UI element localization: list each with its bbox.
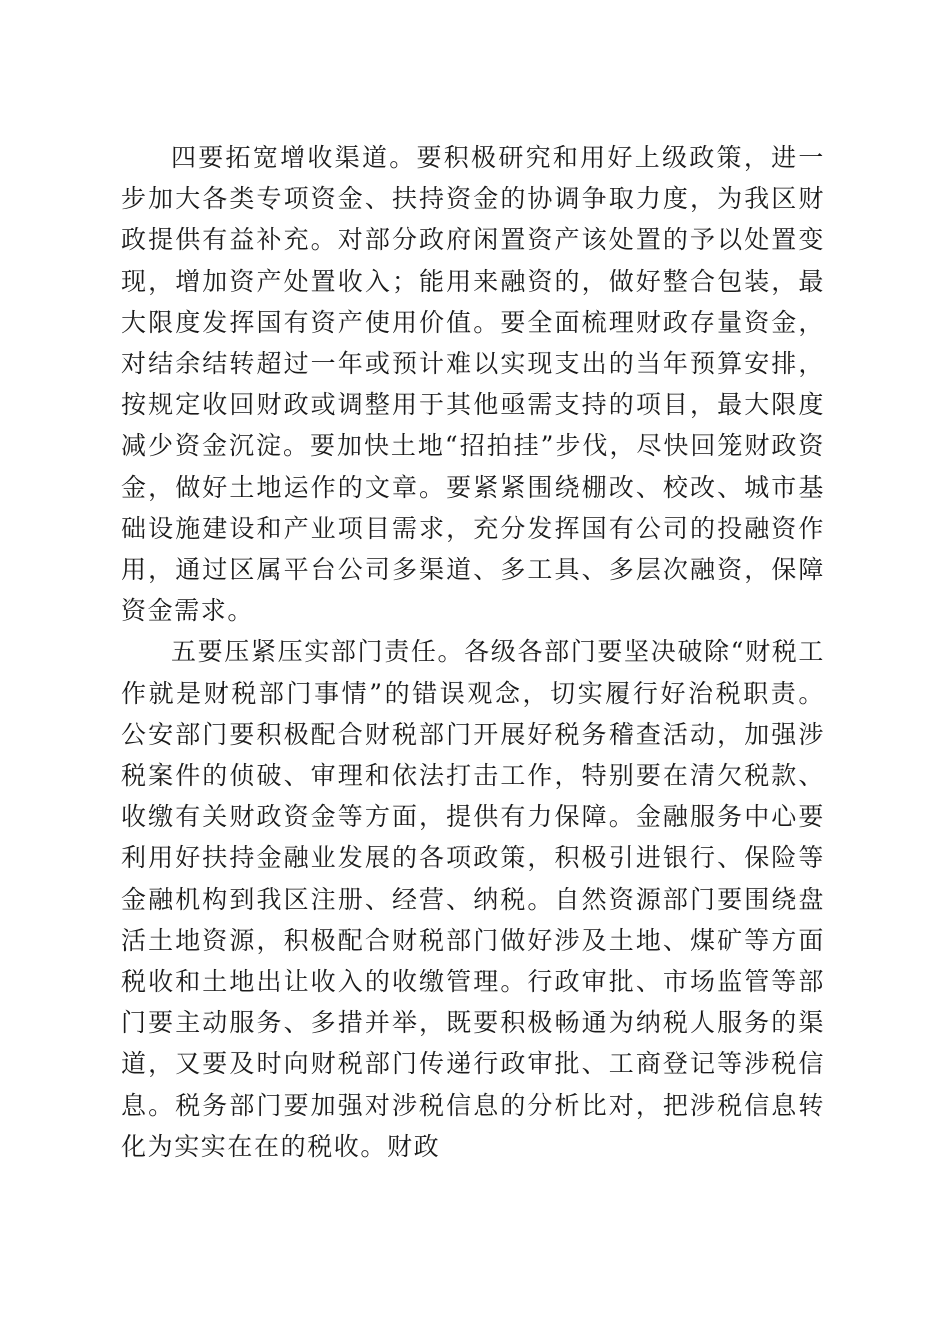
document-body <box>121 137 825 1167</box>
paragraph-department-responsibility: 五要压紧压实部门责任。各级各部门要坚决破除“财税工作就是财税部门事情”的错误观念，切实履行好治税职责。公安部门要积极配合财税部门开展好税务稽查活动，加强涉税案件的侦破、审理和依法打击工作，特别要在清欠税款、收缴有关财政资金等方面，提供有力保障。金融服务中心要利用好扶持金融业发展的各项政策，积极引进银行、保险等金融机构到我区注册、经营、纳税。自然资源部门要围绕盘活土地资源，积极配合财税部门做好涉及土地、煤矿等方面税收和土地出让收入的收缴管理。行政审批、市场监管等部门要主动服务、多措并举，既要积极畅通为纳税人服务的渠道，又要及时向财税部门传递行政审批、工商登记等涉税信息。税务部门要加强对涉税信息的分析比对，把涉税信息转化为实实在在的税收。财政 <box>121 637 825 1161</box>
paragraph-broaden-revenue-channels: 四要拓宽增收渠道。要积极研究和用好上级政策，进一步加大各类专项资金、扶持资金的协调争取力度，为我区财政提供有益补充。对部分政府闲置资产该处置的予以处置变现，增加资产处置收入；能用来融资的，做好整合包装，最大限度发挥国有资产使用价值。要全面梳理财政存量资金，对结余结转超过一年或预计难以实现支出的当年预算安排，按规定收回财政或调整用于其他亟需支持的项目，最大限度减少资金沉淀。要加快土地“招拍挂”步伐，尽快回笼财政资金，做好土地运作的文章。要紧紧围绕棚改、校改、城市基础设施建设和产业项目需求，充分发挥国有公司的投融资作用，通过区属平台公司多渠道、多工具、多层次融资，保障资金需求。 <box>121 143 825 626</box>
